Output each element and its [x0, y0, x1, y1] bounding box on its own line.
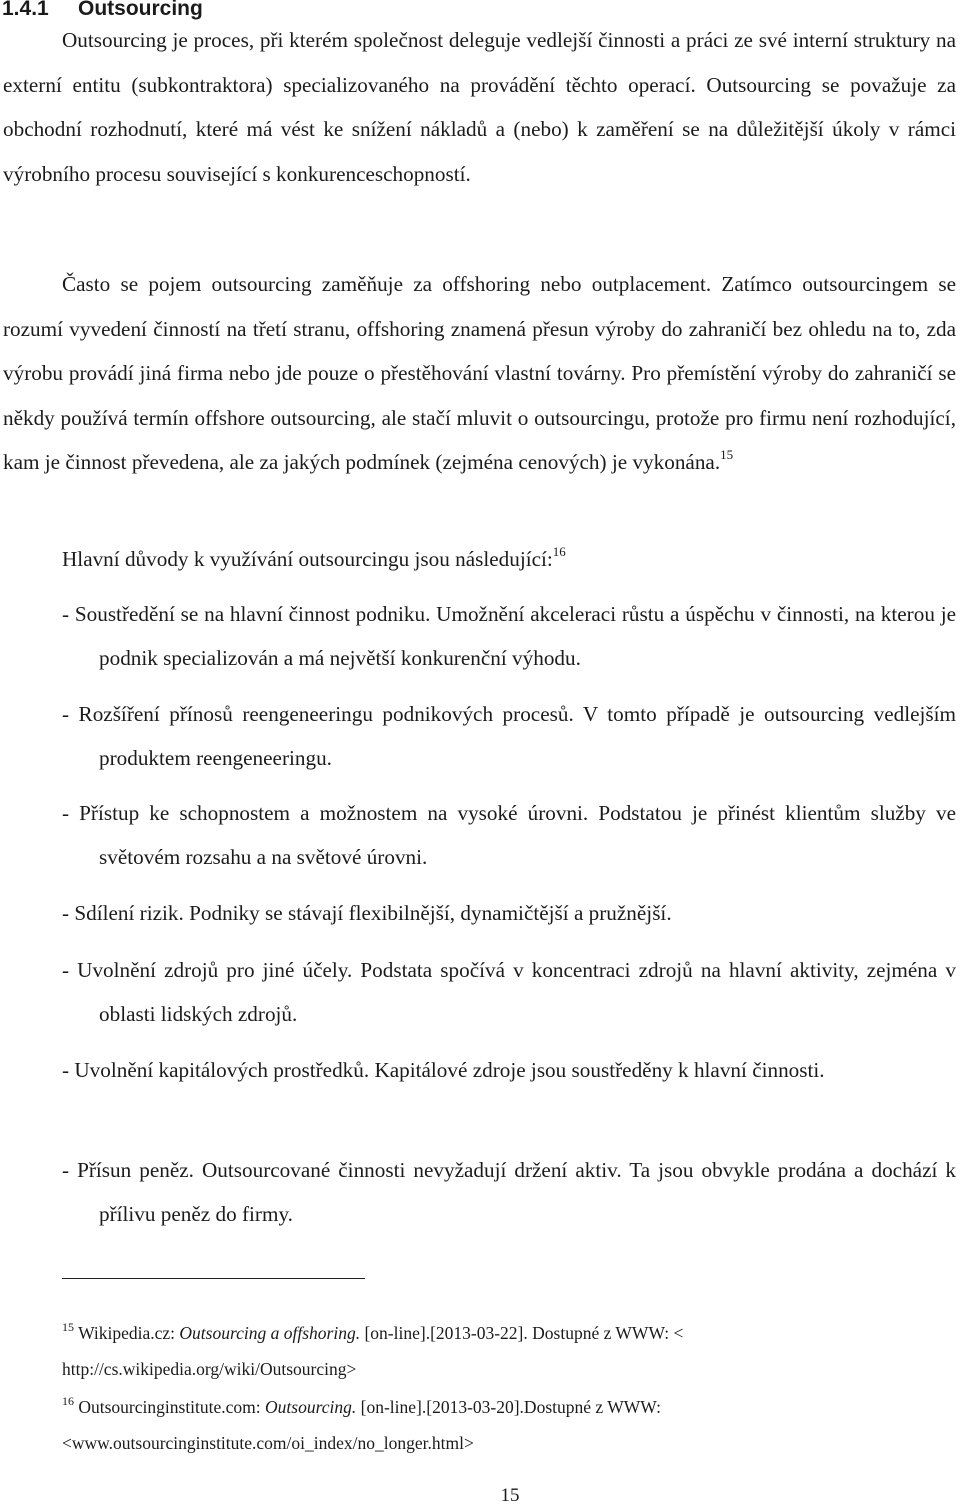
paragraph-definition: Outsourcing je proces, při kterém společnost deleguje vedlejší činnosti a práci ze své interní struktury na externí entitu (subkontraktora) specializovaného na provádění těchto operací. Outsourcing se považuje za obchodní rozhodnutí, které má vést ke snížení nákladů a (nebo) k zaměření se na důležitější úkoly v rámci výrobního procesu související s konkurenceschopností.	[3, 28, 956, 186]
list-item-capital: - Uvolnění kapitálových prostředků. Kapitálové zdroje jsou soustředěny k hlavní činnosti.	[62, 1058, 825, 1082]
footnote-16-mark: 16	[62, 1394, 74, 1408]
list-intro	[62, 537, 566, 581]
footnote-15	[62, 1315, 956, 1387]
list-item-resources: - Uvolnění zdrojů pro jiné účely. Podstata spočívá v koncentraci zdrojů na hlavní aktivity, zejména v oblasti lidských zdrojů.	[62, 958, 956, 1026]
list-item-focus: - Soustředění se na hlavní činnost podniku. Umožnění akceleraci růstu a úspěchu v činnosti, na kterou je podnik specializován a má největší konkurenční výhodu.	[62, 602, 956, 670]
paragraph-offshoring	[3, 262, 956, 485]
list-intro-text: Hlavní důvody k využívání outsourcingu jsou následující:	[62, 547, 553, 571]
footnote-16-details: [on-line].[2013-03-20].Dostupné z WWW:	[356, 1397, 661, 1417]
list-item-cash: - Přísun peněz. Outsourcované činnosti nevyžadují držení aktiv. Ta jsou obvykle prodána a dochází k přílivu peněz do firmy.	[62, 1158, 956, 1226]
footnote-15-source: Wikipedia.cz:	[78, 1323, 180, 1343]
paragraph-offshoring-text: Často se pojem outsourcing zaměňuje za offshoring nebo outplacement. Zatímco outsourcingem se rozumí vyvedení činností na třetí stranu, offshoring znamená přesun výroby do zahraničí bez ohledu na to, zda výrobu provádí jiná firma nebo jde pouze o přestěhování vlastní továrny. Pro přemístění výroby do zahraničí se někdy používá termín offshore outsourcing, ale stačí mluvit o outsourcingu, protože pro firmu není rozhodující, kam je činnost převedena, ale za jakých podmínek (zejména cenových) je vykonána.	[3, 272, 956, 475]
footnote-16	[62, 1389, 956, 1461]
list-item-risk: - Sdílení rizik. Podniky se stávají flexibilnější, dynamičtější a pružnější.	[62, 901, 672, 925]
footnote-ref-16[interactable]: 16	[552, 544, 566, 559]
footnote-separator	[62, 1278, 365, 1279]
footnote-15-details: [on-line].[2013-03-22]. Dostupné z WWW: <	[360, 1323, 684, 1343]
footnote-ref-15[interactable]: 15	[720, 447, 734, 463]
page-number: 15	[500, 1485, 520, 1506]
footnote-15-title: Outsourcing a offshoring.	[179, 1323, 361, 1343]
footnote-15-mark: 15	[62, 1320, 74, 1334]
footnote-16-url[interactable]: <www.outsourcinginstitute.com/oi_index/no_longer.html>	[62, 1433, 474, 1453]
footnote-16-title: Outsourcing.	[265, 1397, 357, 1417]
footnote-16-source: Outsourcinginstitute.com:	[78, 1397, 266, 1417]
list-item-reengineering: - Rozšíření přínosů reengeneeringu podnikových procesů. V tomto případě je outsourcing vedlejším produktem reengeneeringu.	[62, 702, 956, 770]
section-title: Outsourcing	[78, 0, 203, 20]
section-number: 1.4.1	[2, 0, 49, 20]
list-item-access: - Přístup ke schopnostem a možnostem na vysoké úrovni. Podstatou je přinést klientům služby ve světovém rozsahu a na světové úrovni.	[62, 801, 956, 869]
footnote-15-url[interactable]: http://cs.wikipedia.org/wiki/Outsourcing>	[62, 1359, 357, 1379]
